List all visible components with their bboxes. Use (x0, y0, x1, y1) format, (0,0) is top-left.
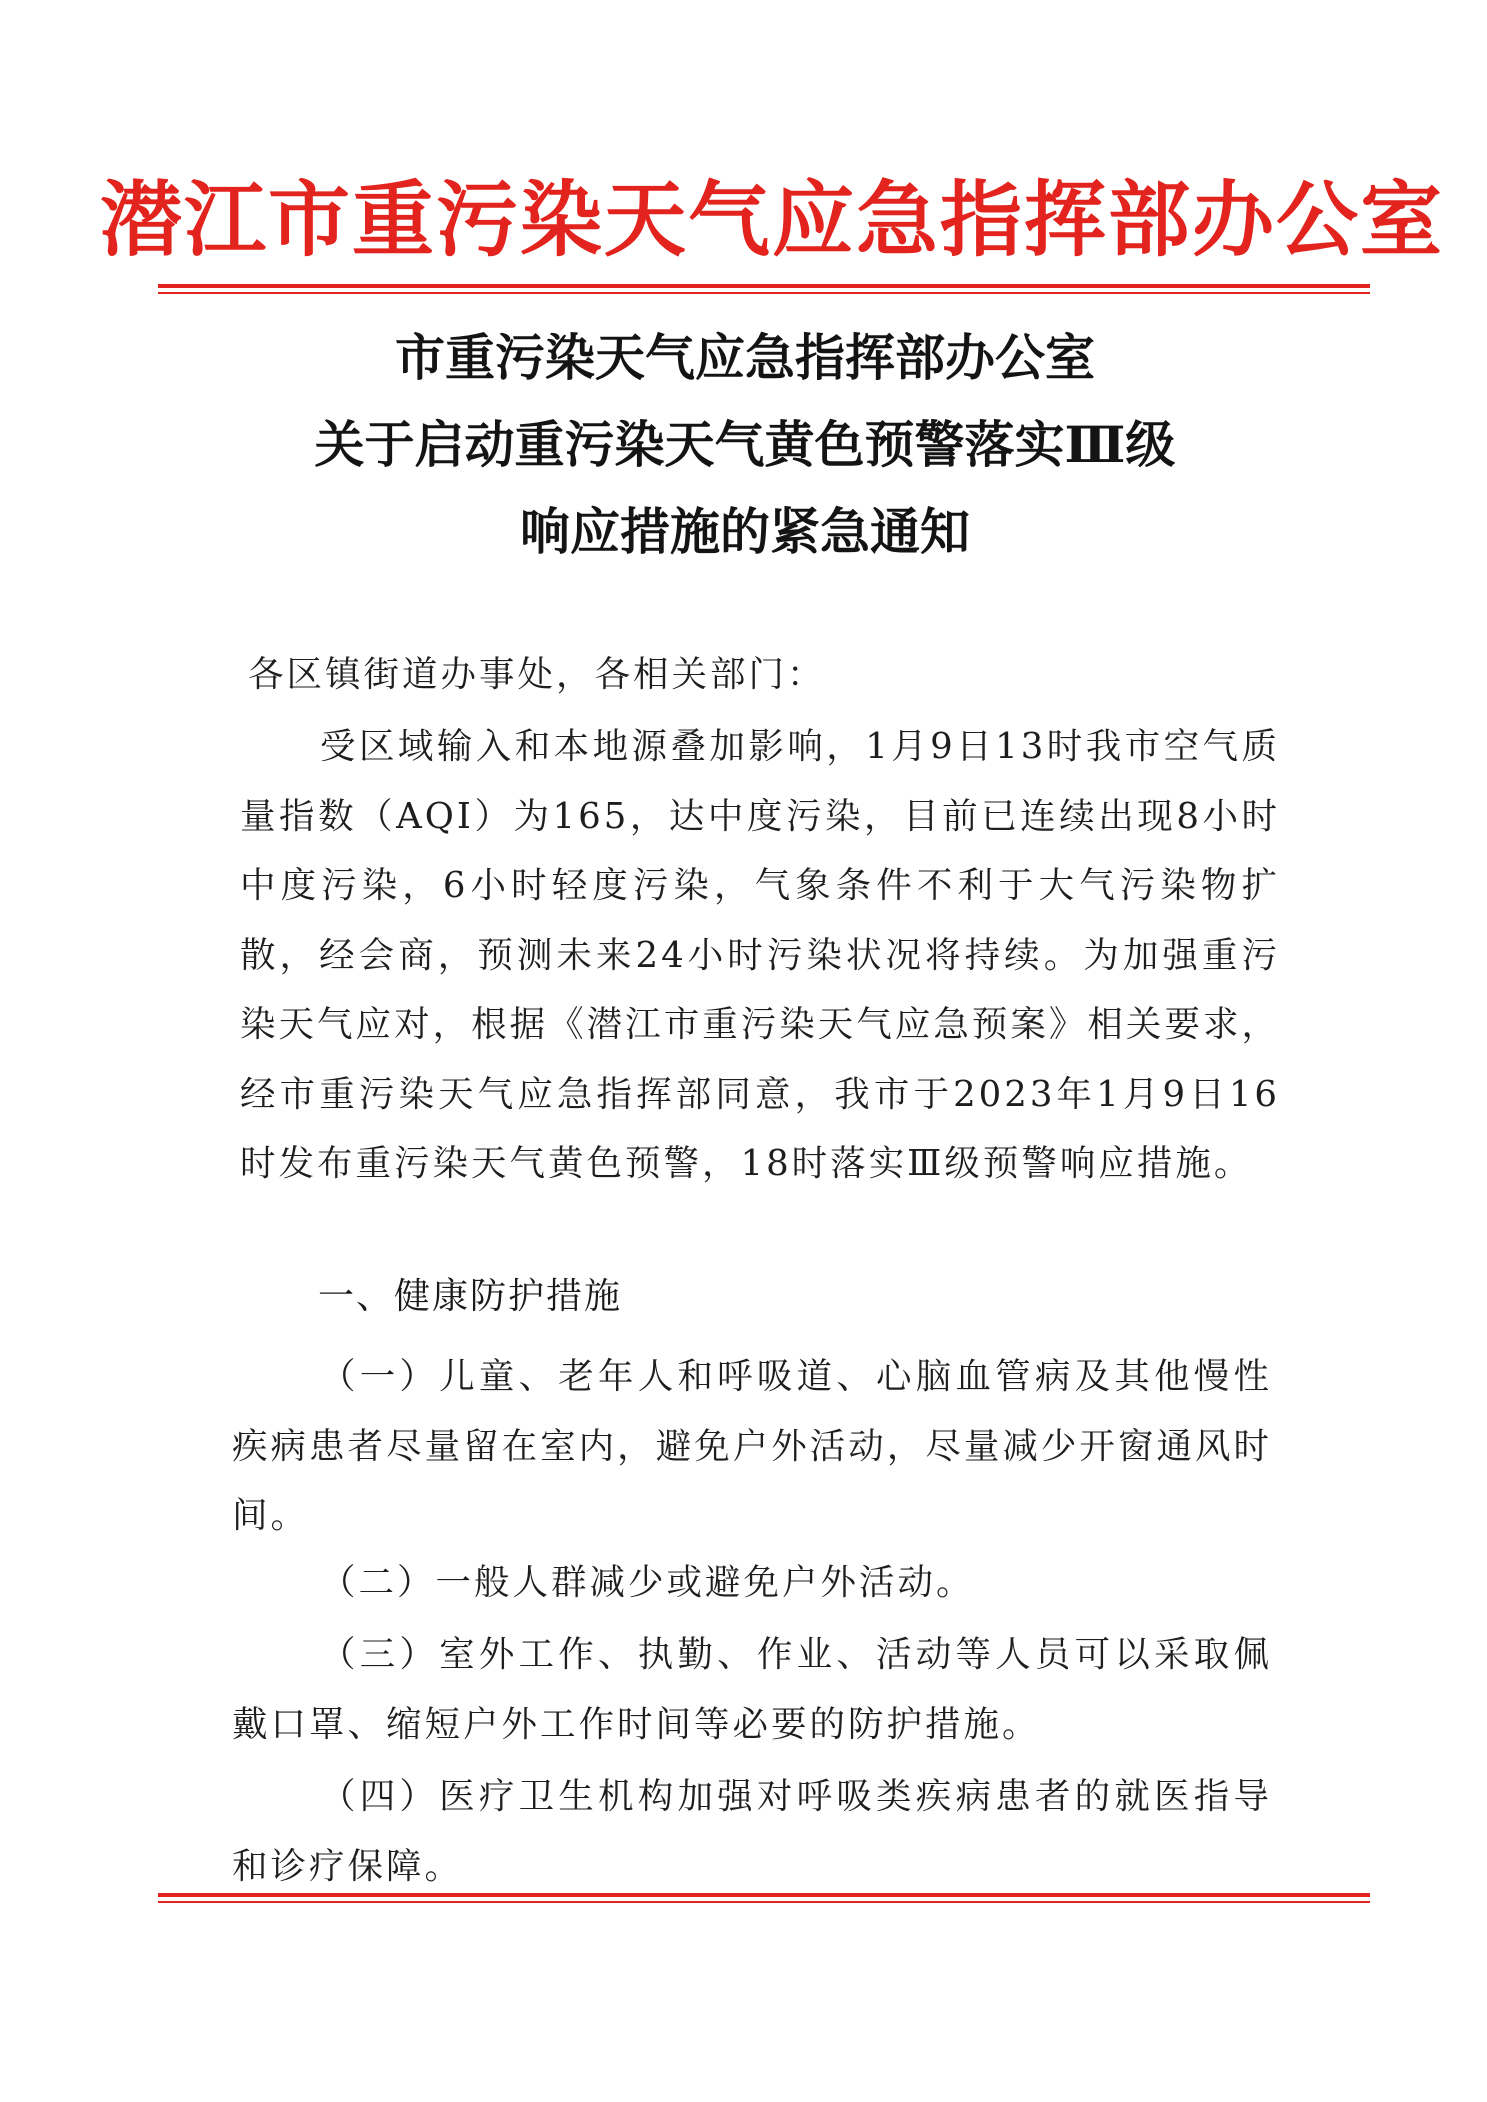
footer-rule-bottom (158, 1901, 1370, 1903)
footer-rule-top (158, 1893, 1370, 1897)
list-item: （二）一般人群减少或避免户外活动。 (320, 1562, 975, 1603)
list-item: （四）医疗卫生机构加强对呼吸类疾病患者的就医指导和诊疗保障。 (232, 1776, 1272, 1887)
document-title-line-2: 关于启动重污染天气黄色预警落实Ⅲ级 (314, 415, 1176, 474)
masthead-rule-top (158, 284, 1370, 288)
document-title-line-1: 市重污染天气应急指挥部办公室 (395, 328, 1095, 387)
list-item: （三）室外工作、执勤、作业、活动等人员可以采取佩戴口罩、缩短户外工作时间等必要的防护措施。 (232, 1634, 1272, 1745)
section-heading-health: 一、健康防护措施 (318, 1276, 623, 1317)
document-title-line-3: 响应措施的紧急通知 (520, 502, 970, 561)
masthead-title: 潜江市重污染天气应急指挥部办公室 (100, 172, 1445, 268)
paragraph-intro: 受区域输入和本地源叠加影响，1月9日13时我市空气质量指数（AQI）为165，达中度污染，目前已连续出现8小时中度污染，6小时轻度污染，气象条件不利于大气污染物扩散，经会商，预测未来24小时污染状况将持续。为加强重污染天气应对，根据《潜江市重污染天气应急预案》相关要求，经市重污染天气应急指挥部同意，我市于2023年1月9日16时发布重污染天气黄色预警，18时落实Ⅲ级预警响应措施。 (240, 726, 1280, 1184)
masthead-rule-bottom (158, 292, 1370, 294)
list-item: （一）儿童、老年人和呼吸道、心脑血管病及其他慢性疾病患者尽量留在室内，避免户外活动，尽量减少开窗通风时间。 (232, 1356, 1272, 1536)
salutation: 各区镇街道办事处，各相关部门： (248, 654, 826, 695)
